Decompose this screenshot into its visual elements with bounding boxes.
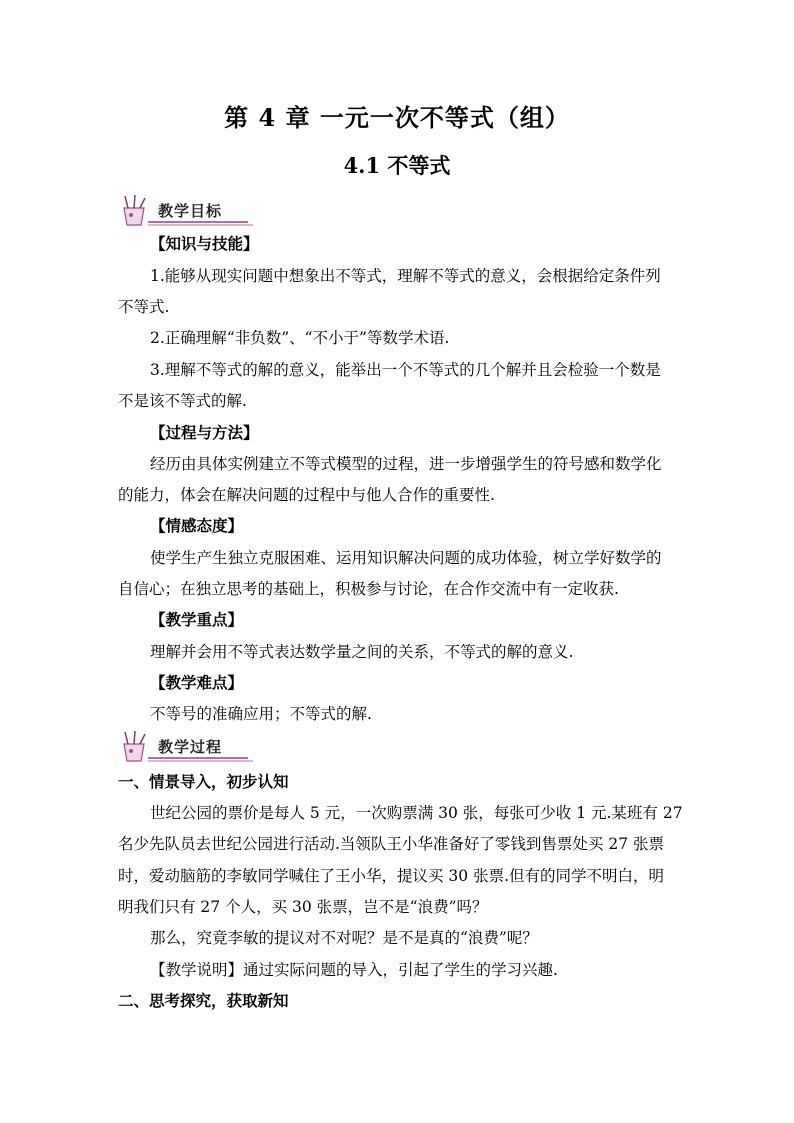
process-line-2: 的能力，体会在解决问题的过程中与他人合作的重要性. [118,486,495,504]
key-points-text: 理解并会用不等式表达数学量之间的关系，不等式的解的意义. [150,643,574,661]
process-line-1: 经历由具体实例建立不等式模型的过程，进一步增强学生的符号感和数学化 [150,455,662,473]
scenario-line-2: 名少先队员去世纪公园进行活动.当领队王小华准备好了零钱到售票处买 27 张票 [118,835,665,853]
teaching-process-banner [118,730,258,764]
scenario-line-1: 世纪公园的票价是每人 5 元，一次购票满 30 张，每张可少收 1 元.某班有 27 [150,804,683,822]
banner-label: 教学目标 [158,202,223,220]
heading-key-points: 【教学重点】 [150,610,244,629]
teaching-note: 【教学说明】通过实际问题的导入，引起了学生的学习兴趣. [150,961,558,979]
goal-3-line-2: 不是该不等式的解. [118,392,247,410]
section-2-heading: 二、思考探究，获取新知 [118,991,289,1010]
teaching-goals-banner [118,194,258,228]
scenario-line-3: 时，爱动脑筋的李敏同学喊住了王小华，提议买 30 张票.但有的同学不明白，明 [118,867,665,885]
section-1-heading: 一、情景导入，初步认知 [118,772,289,791]
heading-attitude: 【情感态度】 [150,516,244,535]
section-title: 4.1 不等式 [343,153,451,178]
chapter-title: 第 4 章 一元一次不等式（组） [224,103,570,132]
goal-1-line-1: 1.能够从现实问题中想象出不等式，理解不等式的意义，会根据给定条件列 [150,267,661,285]
goal-1-line-2: 不等式. [118,298,170,316]
goal-2: 2.正确理解“非负数”、“不小于”等数学术语. [150,329,450,347]
heading-knowledge: 【知识与技能】 [150,234,259,253]
goal-3-line-1: 3.理解不等式的解的意义，能举出一个不等式的几个解并且会检验一个数是 [150,361,661,379]
attitude-line-2: 自信心；在独立思考的基础上，积极参与讨论，在合作交流中有一定收获. [118,580,619,598]
heading-process-method: 【过程与方法】 [150,423,259,442]
heading-difficulties: 【教学难点】 [150,673,244,692]
question-text: 那么，究竟李敏的提议对不对呢？是不是真的“浪费”呢？ [150,929,538,947]
attitude-line-1: 使学生产生独立克服困难、运用知识解决问题的成功体验，树立学好数学的 [150,549,662,567]
banner-label: 教学过程 [158,738,223,756]
difficulties-text: 不等号的准确应用；不等式的解. [150,705,372,723]
scenario-line-4: 明我们只有 27 个人，买 30 张票，岂不是“浪费”吗？ [118,898,488,916]
